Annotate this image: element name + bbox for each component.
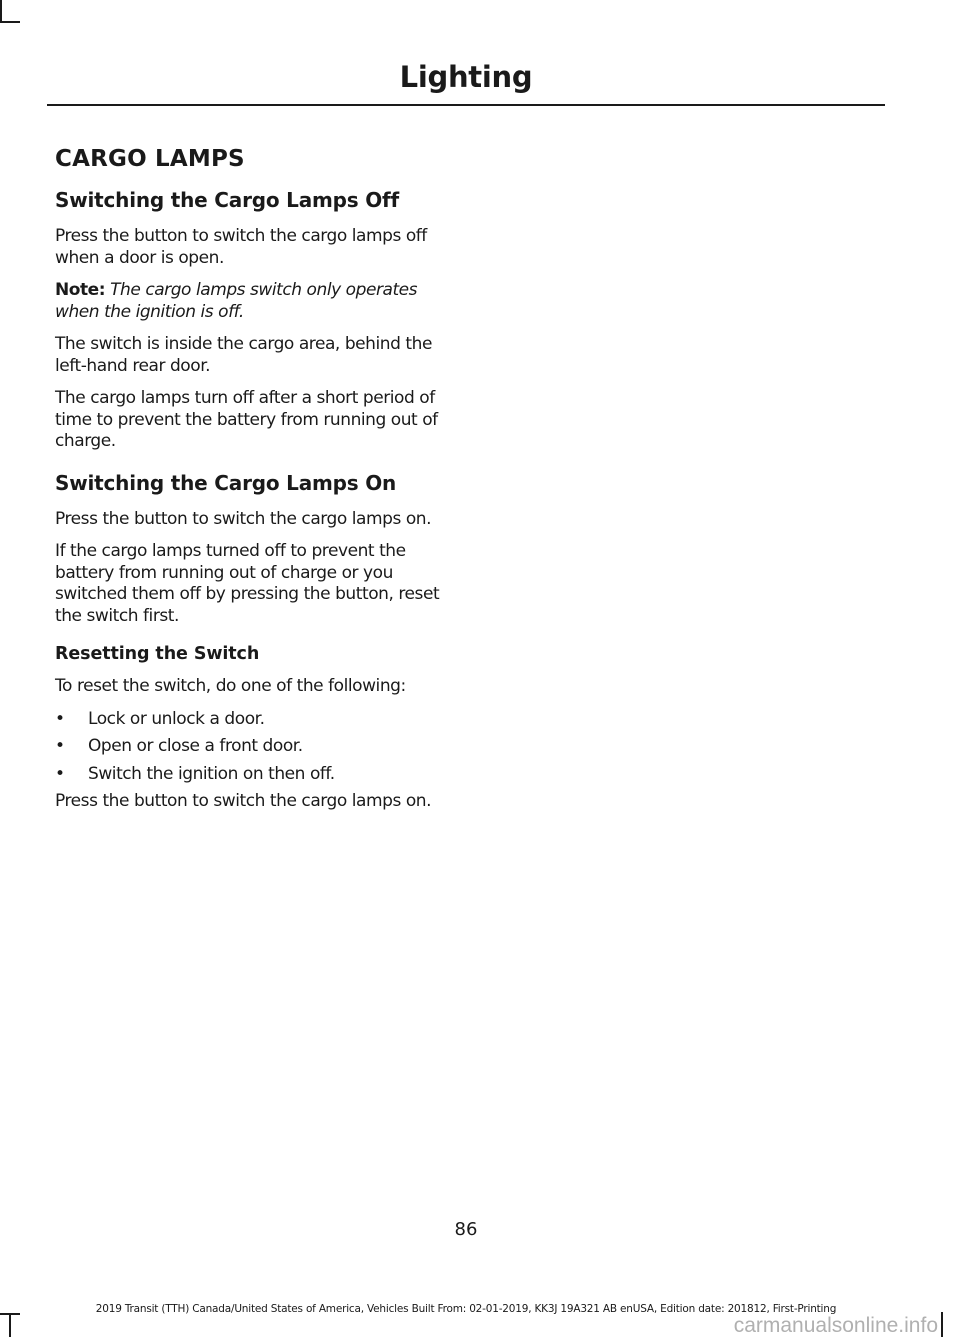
note bbox=[55, 280, 455, 323]
paragraph: The cargo lamps turn off after a short period of time to prevent the battery from running out of charge. bbox=[55, 388, 438, 451]
crop-mark bbox=[0, 21, 20, 23]
footer-text: 2019 Transit (TTH) Canada/United States of America, Vehicles Built From: 02-01-2019, KK3J 19A321 AB enUSA, Edition date: 201812, First-Printing bbox=[95, 1303, 837, 1315]
heading-lamps-on: Switching the Cargo Lamps On bbox=[55, 470, 397, 495]
paragraph: The switch is inside the cargo area, behind the left-hand rear door. bbox=[55, 334, 432, 376]
note-label: Note: bbox=[55, 280, 106, 300]
paragraph: To reset the switch, do one of the following: bbox=[55, 676, 406, 696]
list-item: • Switch the ignition on then off. bbox=[55, 763, 335, 784]
reset-steps-list bbox=[55, 709, 455, 786]
list-item: • Open or close a front door. bbox=[55, 736, 303, 756]
paragraph: Press the button to switch the cargo lamps on. bbox=[55, 791, 432, 811]
bullet-icon: • bbox=[55, 736, 65, 756]
paragraph: If the cargo lamps turned off to prevent the battery from running out of charge or you switched them off by pressing the button, reset the switch first. bbox=[55, 541, 440, 626]
content-column bbox=[55, 146, 455, 824]
section-title: CARGO LAMPS bbox=[55, 146, 245, 172]
crop-mark bbox=[941, 1312, 943, 1337]
note-text: The cargo lamps switch only operates when the ignition is off. bbox=[55, 280, 418, 322]
paragraph: Press the button to switch the cargo lamps off when a door is open. bbox=[55, 226, 427, 268]
crop-mark bbox=[0, 0, 2, 22]
heading-reset: Resetting the Switch bbox=[55, 644, 260, 664]
bullet-icon: • bbox=[55, 763, 65, 784]
crop-mark bbox=[9, 1313, 11, 1337]
paragraph: Press the button to switch the cargo lamps on. bbox=[55, 508, 432, 529]
heading-lamps-off: Switching the Cargo Lamps Off bbox=[55, 188, 400, 212]
header-rule bbox=[47, 104, 885, 106]
page-header-title: Lighting bbox=[399, 60, 533, 94]
page-number: 86 bbox=[454, 1219, 478, 1240]
list-item: • Lock or unlock a door. bbox=[55, 708, 265, 729]
watermark: carmanualsonline.info bbox=[733, 1314, 938, 1337]
bullet-icon: • bbox=[55, 708, 65, 729]
